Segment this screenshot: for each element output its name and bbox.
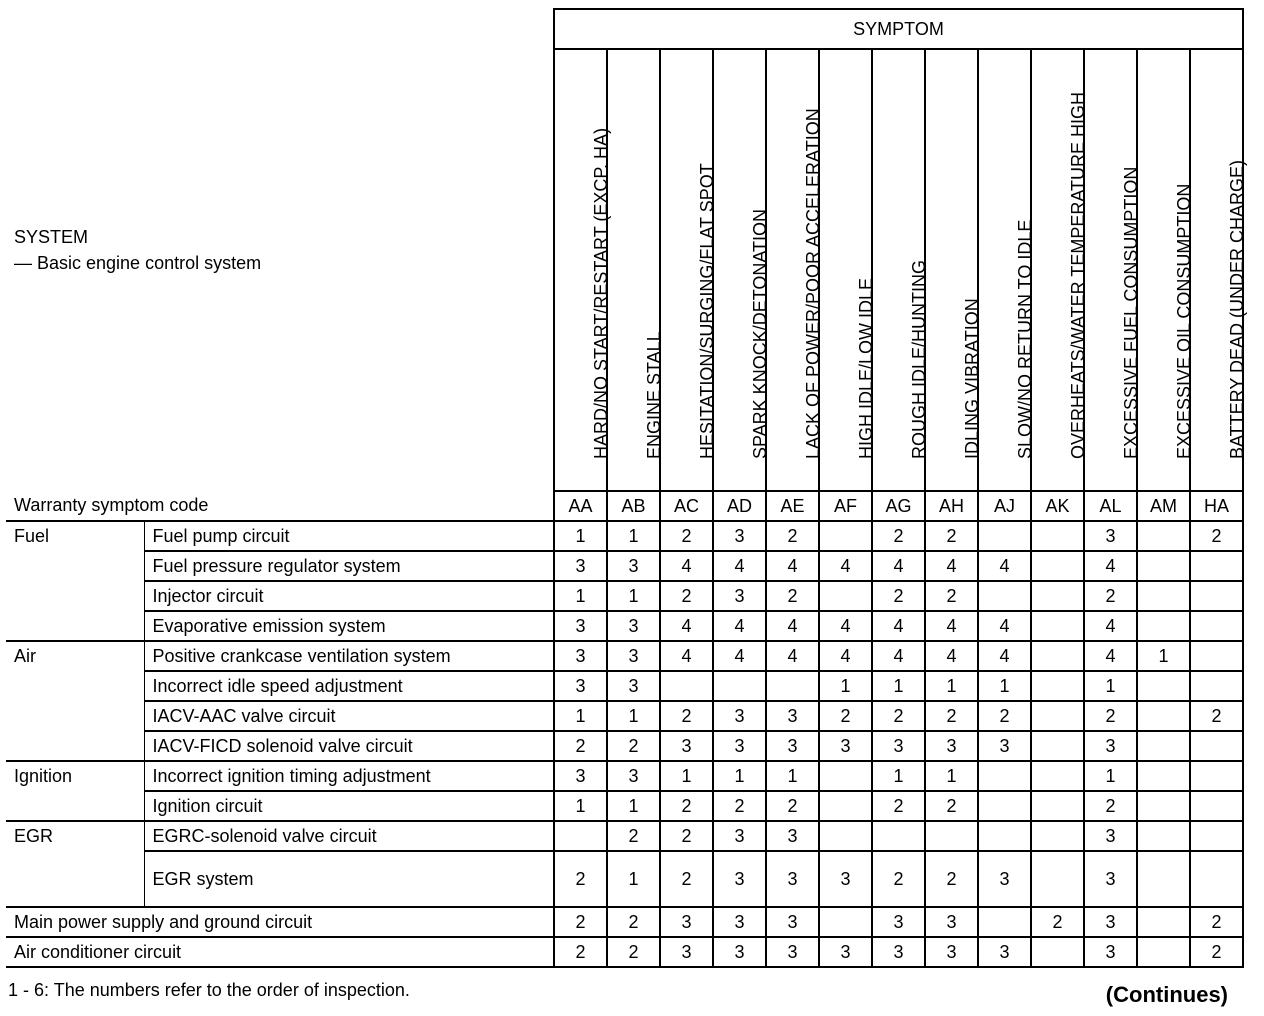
system-item-label: IACV-AAC valve circuit bbox=[144, 701, 554, 731]
value-cell: 3 bbox=[872, 907, 925, 937]
value-cell: 1 bbox=[925, 761, 978, 791]
warranty-code-label: Warranty symptom code bbox=[6, 491, 554, 521]
value-cell: 3 bbox=[607, 641, 660, 671]
symptom-column-header bbox=[554, 49, 611, 491]
value-cell: 1 bbox=[978, 671, 1031, 701]
value-cell: 4 bbox=[713, 611, 766, 641]
symptom-label: BATTERY DEAD (UNDER CHARGE) bbox=[1226, 159, 1247, 459]
symptom-label: IDLING VIBRATION bbox=[961, 298, 982, 459]
value-cell: 2 bbox=[925, 791, 978, 821]
value-cell: 2 bbox=[872, 791, 925, 821]
value-cell: 1 bbox=[607, 581, 660, 611]
value-cell: 3 bbox=[713, 701, 766, 731]
value-cell: 3 bbox=[925, 937, 978, 967]
value-cell bbox=[1137, 671, 1190, 701]
value-cell: 2 bbox=[660, 521, 713, 551]
table-row bbox=[6, 611, 1243, 641]
value-cell bbox=[713, 671, 766, 701]
symptom-label: EXCESSIVE OIL CONSUMPTION bbox=[1173, 183, 1194, 459]
symptom-title: SYMPTOM bbox=[554, 9, 1243, 49]
value-cell bbox=[1137, 761, 1190, 791]
value-cell bbox=[1137, 791, 1190, 821]
value-cell: 4 bbox=[713, 641, 766, 671]
value-cell bbox=[1190, 551, 1243, 581]
system-item-label: Incorrect ignition timing adjustment bbox=[144, 761, 554, 791]
value-cell: 2 bbox=[660, 851, 713, 907]
value-cell: 4 bbox=[872, 551, 925, 581]
value-cell bbox=[660, 671, 713, 701]
system-item-label: Ignition circuit bbox=[144, 791, 554, 821]
value-cell: 3 bbox=[713, 581, 766, 611]
system-item-label: Fuel pump circuit bbox=[144, 521, 554, 551]
value-cell: 1 bbox=[554, 521, 607, 551]
value-cell: 2 bbox=[925, 521, 978, 551]
value-cell: 1 bbox=[607, 701, 660, 731]
value-cell: 1 bbox=[766, 761, 819, 791]
system-item-label: Fuel pressure regulator system bbox=[144, 551, 554, 581]
value-cell: 3 bbox=[554, 551, 607, 581]
value-cell: 4 bbox=[925, 551, 978, 581]
value-cell: 4 bbox=[713, 551, 766, 581]
value-cell: 2 bbox=[766, 791, 819, 821]
table-row bbox=[6, 907, 1243, 937]
value-cell bbox=[978, 907, 1031, 937]
value-cell: 1 bbox=[607, 791, 660, 821]
value-cell: 3 bbox=[713, 521, 766, 551]
value-cell: 2 bbox=[1031, 907, 1084, 937]
value-cell: 4 bbox=[766, 611, 819, 641]
value-cell bbox=[978, 521, 1031, 551]
value-cell: 4 bbox=[872, 641, 925, 671]
value-cell: 2 bbox=[872, 701, 925, 731]
table-row bbox=[6, 581, 1243, 611]
system-group-label: EGR bbox=[6, 821, 144, 907]
value-cell: 1 bbox=[819, 671, 872, 701]
value-cell bbox=[819, 521, 872, 551]
value-cell: 4 bbox=[925, 611, 978, 641]
value-cell bbox=[1031, 701, 1084, 731]
value-cell bbox=[819, 761, 872, 791]
value-cell: 3 bbox=[978, 937, 1031, 967]
table-row bbox=[6, 641, 1243, 671]
value-cell: 1 bbox=[872, 671, 925, 701]
value-cell: 2 bbox=[1190, 937, 1243, 967]
value-cell bbox=[1031, 521, 1084, 551]
value-cell: 2 bbox=[713, 791, 766, 821]
value-cell: 3 bbox=[1084, 907, 1137, 937]
value-cell: 2 bbox=[554, 851, 607, 907]
table-row bbox=[6, 791, 1243, 821]
symptom-column-header bbox=[872, 49, 929, 491]
value-cell: 2 bbox=[660, 701, 713, 731]
value-cell bbox=[766, 671, 819, 701]
symptom-label: LACK OF POWER/POOR ACCELERATION bbox=[802, 108, 823, 459]
value-cell: 2 bbox=[660, 581, 713, 611]
table-row bbox=[6, 821, 1243, 851]
system-item-label: Evaporative emission system bbox=[144, 611, 554, 641]
value-cell: 1 bbox=[554, 581, 607, 611]
value-cell: 4 bbox=[978, 611, 1031, 641]
value-cell bbox=[1137, 701, 1190, 731]
system-header bbox=[6, 9, 554, 491]
system-item-label: Injector circuit bbox=[144, 581, 554, 611]
value-cell: 3 bbox=[766, 937, 819, 967]
value-cell: 2 bbox=[1190, 521, 1243, 551]
value-cell: 2 bbox=[554, 937, 607, 967]
symptom-label: HIGH IDLE/LOW IDLE bbox=[855, 277, 876, 459]
value-cell: 2 bbox=[978, 701, 1031, 731]
value-cell: 2 bbox=[554, 907, 607, 937]
symptom-label: HARD/NO START/RESTART (EXCP. HA) bbox=[590, 127, 611, 459]
value-cell: 3 bbox=[978, 851, 1031, 907]
value-cell bbox=[1190, 671, 1243, 701]
warranty-code-row bbox=[6, 491, 1243, 521]
symptom-label: ENGINE STALL bbox=[643, 331, 664, 459]
table-row bbox=[6, 521, 1243, 551]
system-item-label: Positive crankcase ventilation system bbox=[144, 641, 554, 671]
value-cell: AE bbox=[766, 491, 819, 521]
symptom-label: EXCESSIVE FUEL CONSUMPTION bbox=[1120, 166, 1141, 459]
value-cell bbox=[1190, 641, 1243, 671]
symptom-column-header bbox=[1137, 49, 1194, 491]
value-cell bbox=[1031, 611, 1084, 641]
table-row bbox=[6, 731, 1243, 761]
value-cell bbox=[978, 581, 1031, 611]
value-cell: 2 bbox=[766, 581, 819, 611]
system-item-label: EGRC-solenoid valve circuit bbox=[144, 821, 554, 851]
value-cell: 3 bbox=[713, 851, 766, 907]
value-cell: 1 bbox=[713, 761, 766, 791]
value-cell bbox=[1031, 671, 1084, 701]
value-cell: 3 bbox=[766, 731, 819, 761]
value-cell: AG bbox=[872, 491, 925, 521]
value-cell: 3 bbox=[1084, 521, 1137, 551]
symptom-column-header bbox=[1084, 49, 1141, 491]
value-cell: 4 bbox=[1084, 551, 1137, 581]
value-cell: AB bbox=[607, 491, 660, 521]
value-cell: 2 bbox=[925, 581, 978, 611]
value-cell: 1 bbox=[554, 791, 607, 821]
value-cell: 1 bbox=[607, 851, 660, 907]
value-cell: AH bbox=[925, 491, 978, 521]
system-group-label: Fuel bbox=[6, 521, 144, 641]
value-cell bbox=[1137, 821, 1190, 851]
value-cell: 2 bbox=[1084, 701, 1137, 731]
value-cell bbox=[1031, 581, 1084, 611]
value-cell: 2 bbox=[925, 701, 978, 731]
system-group-label: Ignition bbox=[6, 761, 144, 821]
value-cell: 1 bbox=[925, 671, 978, 701]
value-cell bbox=[819, 791, 872, 821]
value-cell: 3 bbox=[819, 851, 872, 907]
value-cell: 2 bbox=[872, 851, 925, 907]
value-cell bbox=[1031, 641, 1084, 671]
system-item-label: Main power supply and ground circuit bbox=[6, 907, 554, 937]
diagnostic-symptom-table bbox=[6, 8, 1247, 968]
value-cell: 1 bbox=[554, 701, 607, 731]
value-cell: 3 bbox=[819, 731, 872, 761]
system-item-label: IACV-FICD solenoid valve circuit bbox=[144, 731, 554, 761]
value-cell: 2 bbox=[925, 851, 978, 907]
system-group-label: Air bbox=[6, 641, 144, 761]
table-row bbox=[6, 701, 1243, 731]
value-cell bbox=[1137, 521, 1190, 551]
value-cell bbox=[1190, 821, 1243, 851]
value-cell: 3 bbox=[660, 731, 713, 761]
system-label: SYSTEM bbox=[14, 227, 89, 247]
value-cell: 2 bbox=[554, 731, 607, 761]
value-cell: 3 bbox=[607, 761, 660, 791]
value-cell bbox=[1031, 731, 1084, 761]
value-cell: 2 bbox=[607, 937, 660, 967]
value-cell: 3 bbox=[607, 611, 660, 641]
value-cell: 3 bbox=[978, 731, 1031, 761]
value-cell: 2 bbox=[607, 907, 660, 937]
value-cell: 2 bbox=[1084, 791, 1137, 821]
value-cell bbox=[1031, 937, 1084, 967]
value-cell: AL bbox=[1084, 491, 1137, 521]
value-cell bbox=[1190, 791, 1243, 821]
value-cell: 4 bbox=[660, 641, 713, 671]
value-cell bbox=[1190, 731, 1243, 761]
value-cell bbox=[978, 791, 1031, 821]
symptom-column-header bbox=[766, 49, 823, 491]
value-cell: 3 bbox=[660, 937, 713, 967]
value-cell: 3 bbox=[713, 731, 766, 761]
value-cell: 2 bbox=[1190, 907, 1243, 937]
continues-label: (Continues) bbox=[1105, 982, 1228, 1007]
symptom-column-header bbox=[660, 49, 717, 491]
value-cell: 3 bbox=[925, 907, 978, 937]
value-cell bbox=[819, 821, 872, 851]
symptom-label: SPARK KNOCK/DETONATION bbox=[749, 208, 770, 459]
symptom-column-header bbox=[713, 49, 770, 491]
value-cell bbox=[1031, 791, 1084, 821]
symptom-label: ROUGH IDLE/HUNTING bbox=[908, 259, 929, 459]
value-cell: 4 bbox=[766, 641, 819, 671]
value-cell: 2 bbox=[660, 821, 713, 851]
table-row bbox=[6, 937, 1243, 967]
value-cell bbox=[1137, 731, 1190, 761]
value-cell bbox=[1190, 851, 1243, 907]
value-cell bbox=[1031, 551, 1084, 581]
value-cell: 3 bbox=[607, 671, 660, 701]
value-cell: AK bbox=[1031, 491, 1084, 521]
value-cell bbox=[1031, 851, 1084, 907]
value-cell: 2 bbox=[819, 701, 872, 731]
value-cell: 3 bbox=[766, 821, 819, 851]
symptom-column-header bbox=[819, 49, 876, 491]
value-cell: AA bbox=[554, 491, 607, 521]
value-cell: 4 bbox=[819, 551, 872, 581]
value-cell: 4 bbox=[978, 551, 1031, 581]
value-cell bbox=[925, 821, 978, 851]
value-cell: 2 bbox=[1084, 581, 1137, 611]
value-cell: AC bbox=[660, 491, 713, 521]
value-cell: 1 bbox=[660, 761, 713, 791]
value-cell: 4 bbox=[819, 611, 872, 641]
table-row bbox=[6, 761, 1243, 791]
value-cell bbox=[1137, 611, 1190, 641]
value-cell: 4 bbox=[766, 551, 819, 581]
table-row bbox=[6, 671, 1243, 701]
value-cell: 3 bbox=[766, 701, 819, 731]
value-cell: 3 bbox=[554, 761, 607, 791]
symptom-label: HESITATION/SURGING/FLAT SPOT bbox=[696, 163, 717, 459]
value-cell: 3 bbox=[1084, 821, 1137, 851]
symptom-column-header bbox=[978, 49, 1035, 491]
value-cell bbox=[1190, 761, 1243, 791]
symptom-label: OVERHEATS/WATER TEMPERATURE HIGH bbox=[1067, 91, 1088, 459]
value-cell: 4 bbox=[978, 641, 1031, 671]
value-cell bbox=[554, 821, 607, 851]
value-cell bbox=[1137, 851, 1190, 907]
value-cell: 4 bbox=[660, 551, 713, 581]
footnote: 1 - 6: The numbers refer to the order of inspection. bbox=[8, 980, 410, 1000]
value-cell bbox=[978, 761, 1031, 791]
symptom-column-header bbox=[1190, 49, 1247, 491]
value-cell: 3 bbox=[872, 731, 925, 761]
value-cell: 3 bbox=[1084, 851, 1137, 907]
value-cell bbox=[1031, 821, 1084, 851]
value-cell: 3 bbox=[554, 611, 607, 641]
value-cell: 4 bbox=[819, 641, 872, 671]
value-cell: 1 bbox=[1084, 671, 1137, 701]
value-cell: 4 bbox=[925, 641, 978, 671]
value-cell: HA bbox=[1190, 491, 1243, 521]
value-cell: 4 bbox=[1084, 641, 1137, 671]
value-cell bbox=[1137, 937, 1190, 967]
symptom-column-header bbox=[1031, 49, 1088, 491]
symptom-column-header bbox=[607, 49, 664, 491]
value-cell bbox=[819, 581, 872, 611]
value-cell bbox=[1190, 581, 1243, 611]
value-cell: 3 bbox=[766, 851, 819, 907]
value-cell: 3 bbox=[554, 671, 607, 701]
value-cell bbox=[1190, 611, 1243, 641]
value-cell: 3 bbox=[819, 937, 872, 967]
value-cell: 4 bbox=[1084, 611, 1137, 641]
value-cell: AF bbox=[819, 491, 872, 521]
value-cell bbox=[872, 821, 925, 851]
value-cell: 2 bbox=[766, 521, 819, 551]
value-cell: 3 bbox=[713, 907, 766, 937]
value-cell: 2 bbox=[1190, 701, 1243, 731]
value-cell: 2 bbox=[607, 731, 660, 761]
value-cell: AJ bbox=[978, 491, 1031, 521]
value-cell bbox=[1137, 551, 1190, 581]
value-cell bbox=[1031, 761, 1084, 791]
value-cell: 3 bbox=[713, 937, 766, 967]
symptom-column-header bbox=[925, 49, 982, 491]
value-cell: 3 bbox=[872, 937, 925, 967]
value-cell: 2 bbox=[872, 521, 925, 551]
value-cell: 3 bbox=[607, 551, 660, 581]
value-cell bbox=[978, 821, 1031, 851]
value-cell: 1 bbox=[607, 521, 660, 551]
value-cell: 4 bbox=[872, 611, 925, 641]
table-row bbox=[6, 851, 1243, 907]
value-cell: 1 bbox=[872, 761, 925, 791]
system-item-label: Air conditioner circuit bbox=[6, 937, 554, 967]
value-cell bbox=[1137, 581, 1190, 611]
symptom-label: SLOW/NO RETURN TO IDLE bbox=[1014, 219, 1035, 459]
system-sublabel: — Basic engine control system bbox=[14, 253, 262, 273]
value-cell bbox=[819, 907, 872, 937]
value-cell: 2 bbox=[660, 791, 713, 821]
value-cell: 3 bbox=[766, 907, 819, 937]
value-cell: 3 bbox=[660, 907, 713, 937]
value-cell: 1 bbox=[1084, 761, 1137, 791]
value-cell: 3 bbox=[554, 641, 607, 671]
value-cell: 3 bbox=[713, 821, 766, 851]
value-cell: 3 bbox=[925, 731, 978, 761]
value-cell: 4 bbox=[660, 611, 713, 641]
value-cell: 2 bbox=[607, 821, 660, 851]
value-cell: 3 bbox=[1084, 731, 1137, 761]
table-row bbox=[6, 551, 1243, 581]
value-cell bbox=[1137, 907, 1190, 937]
value-cell: 3 bbox=[1084, 937, 1137, 967]
value-cell: 2 bbox=[872, 581, 925, 611]
system-item-label: Incorrect idle speed adjustment bbox=[144, 671, 554, 701]
value-cell: AD bbox=[713, 491, 766, 521]
value-cell: AM bbox=[1137, 491, 1190, 521]
system-item-label: EGR system bbox=[144, 851, 554, 907]
value-cell: 1 bbox=[1137, 641, 1190, 671]
